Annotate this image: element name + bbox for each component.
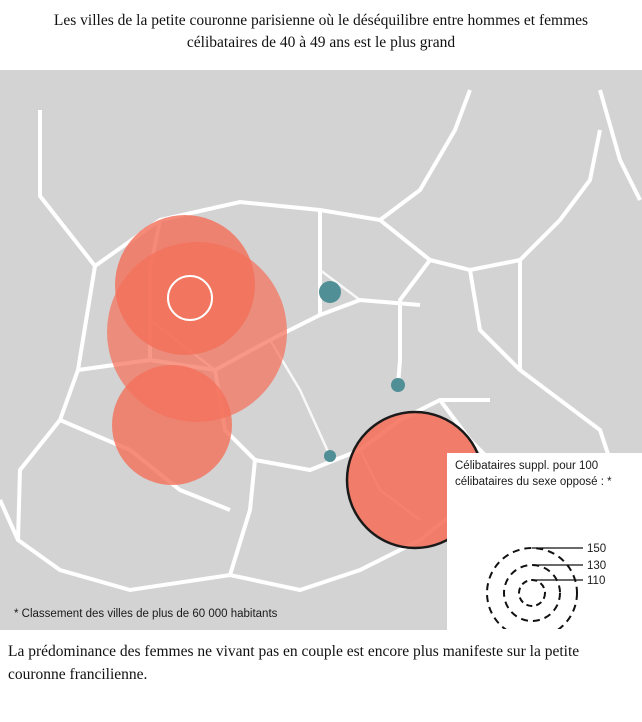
legend-circle-110 bbox=[519, 580, 545, 606]
legend-graphic bbox=[447, 501, 642, 629]
legend-label-130: 130 bbox=[587, 560, 607, 572]
legend-label-110: 110 bbox=[587, 575, 606, 587]
legend-circle-150 bbox=[487, 548, 577, 629]
bubble-men bbox=[324, 450, 336, 462]
bubble-women bbox=[112, 365, 232, 485]
legend-label-150: 150 bbox=[587, 543, 607, 555]
bubble-men bbox=[391, 378, 405, 392]
legend-panel bbox=[447, 453, 642, 630]
figure-caption: La prédominance des femmes ne vivant pas en couple est encore plus manifeste sur la petite couronne francilienne. bbox=[8, 643, 580, 684]
map-footnote: * Classement des villes de plus de 60 000 habitants bbox=[14, 608, 278, 620]
legend-circle-130 bbox=[504, 565, 560, 621]
bubble-men bbox=[319, 281, 341, 303]
map-figure bbox=[0, 70, 642, 630]
page-title: Les villes de la petite couronne parisienne où le déséquilibre entre hommes et femmes célibataires de 40 à 49 ans est le plus grand bbox=[53, 12, 589, 52]
legend-title: Célibataires suppl. pour 100 célibataires du sexe opposé : * bbox=[455, 460, 612, 488]
